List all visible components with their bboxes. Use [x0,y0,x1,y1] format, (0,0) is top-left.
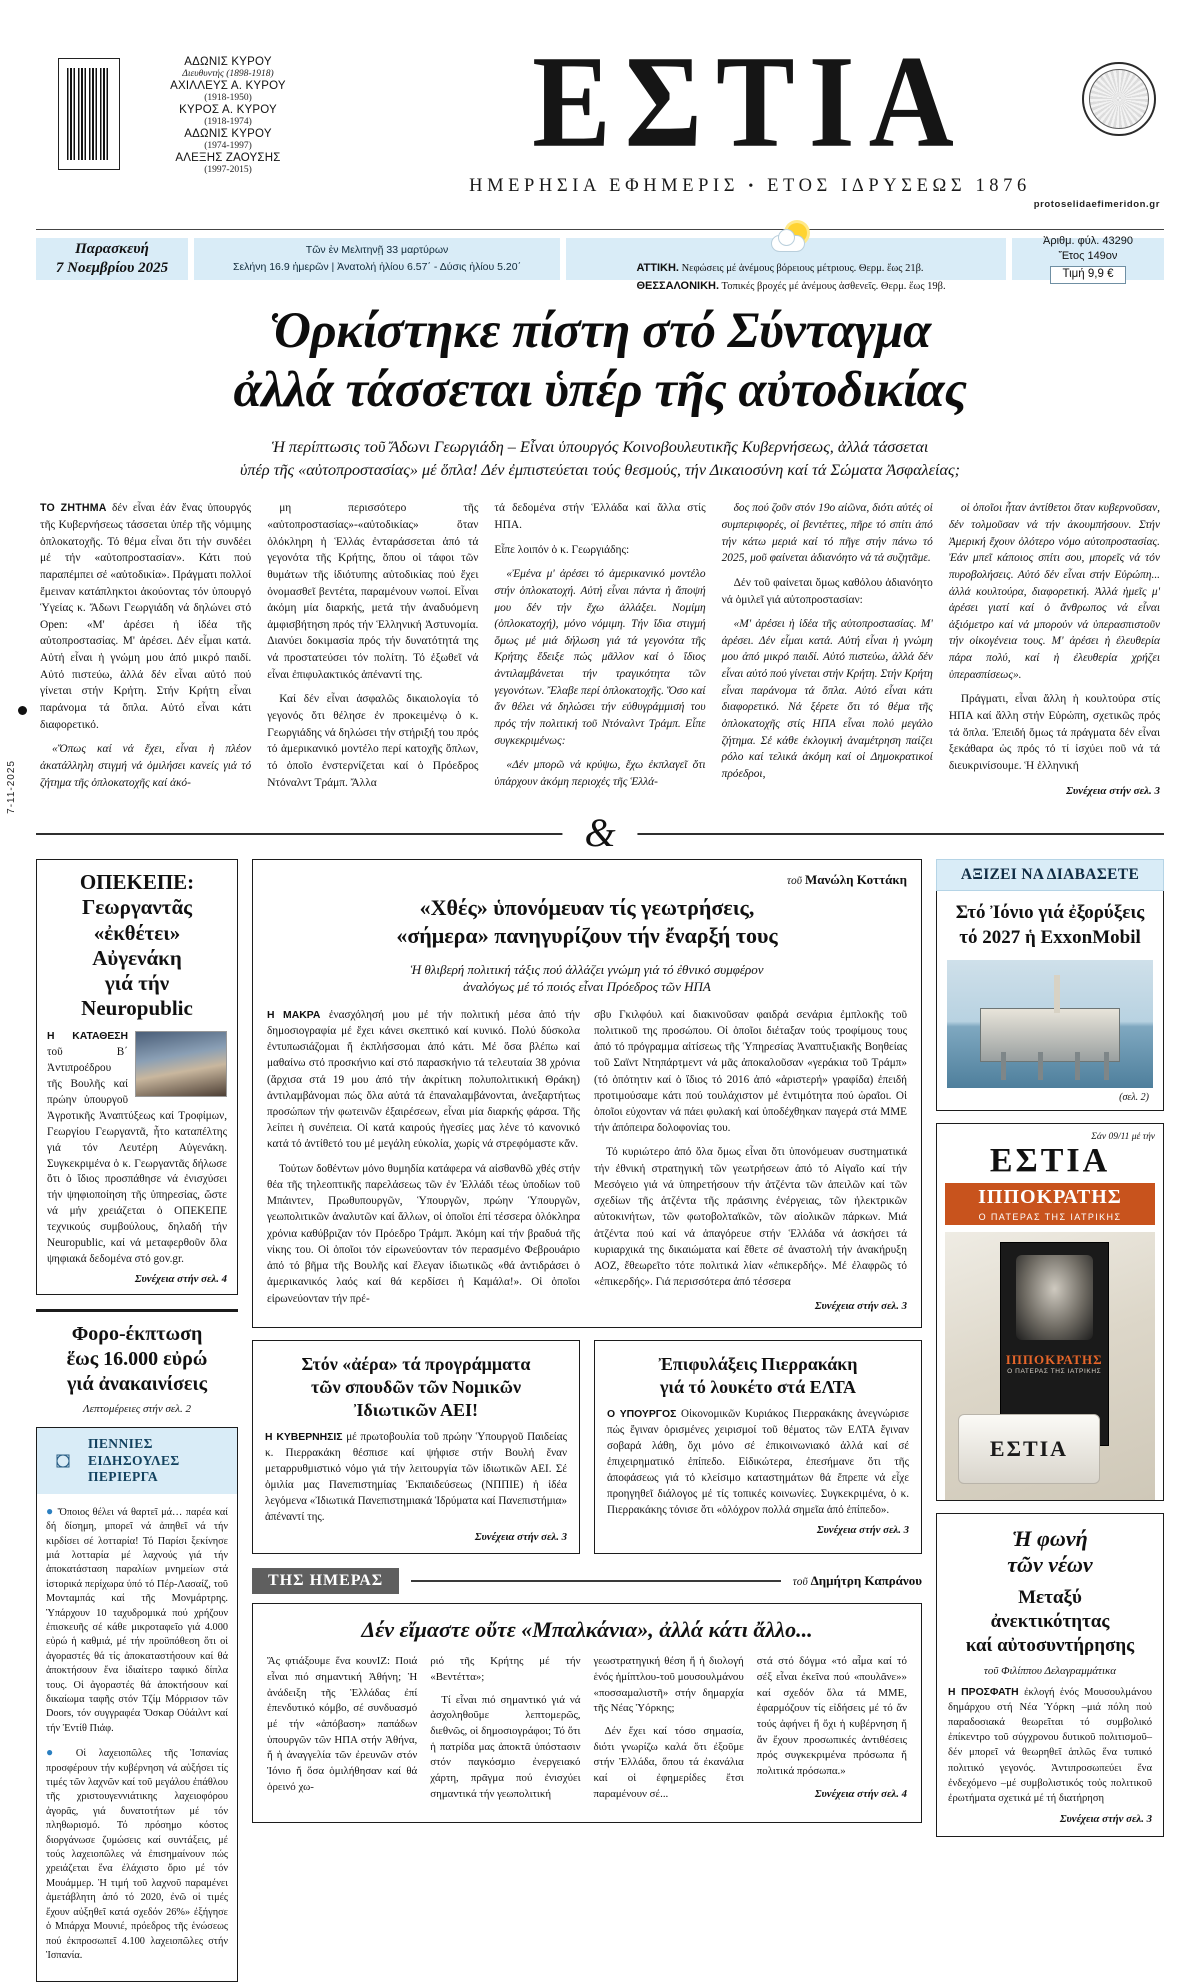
rolled-newspaper-logo: ΕΣΤΙΑ [989,1435,1069,1461]
weather-block [566,238,1006,292]
lead-column-2 [267,500,478,799]
worth-reading-banner: ΑΞΙΖΕΙ ΝΑ ΔΙΑΒΑΣΕΤΕ [936,859,1164,891]
lead-body-columns [40,500,1160,799]
lead-column-3 [494,500,705,799]
book-subtitle-text: Ο ΠΑΤΕΡΑΣ ΤΗΣ ΙΑΤΡΙΚΗΣ [1007,1368,1102,1376]
lead-column-1 [40,500,251,799]
kottakis-sub-line-2: ἀναλόγως μέ τό ποιός εἶναι Πρόεδρος τῶν ΗΠΑ [463,979,711,995]
kottakis-column-1 [267,1007,580,1315]
lead-para: δος πού ζοῦν στόν 19ο αἰῶνα, διότι αὐτές οἱ συμπεριφορές, οἱ βεντέττες, πῆρε τό σπίτι ἀπό τήν κάτω μεριά καί τό πῆγε στήν πάνω τό 2025, μοῦ φαίνεται ἀδιανόητο νά τά συζητᾶμε. [721,502,933,565]
saints-moon-block [194,238,560,280]
sun-cloud-icon [771,222,811,252]
kottakis-column-2 [594,1007,907,1315]
kottakis-para: ἐνασχόλησή μου μέ τήν πολιτική μέσα ἀπό τήν δημοσιογραφία μέ ἔχει κάνει σκεπτικό καί κυνικό. Πολύ δύσκολα ἐντυπωσιάζομαι ἤ ἐκπλήσσομαι ἀπό κάτι. Μέ ὅσα βλέπω καί μαθαίνω στό προσκήνιο καί στό παρασκήνιο τά τελευταία 38 χρόνια (ἄρχισα στά 19 μου ἀπό τήν ἀκρίτικη πολυπολιτικική Θράκη) ἀντιλαμβάνομαι πώς ὅλα αὐτά τά ἐπαναλαμβάνονται, ἀνεξαρτήτως προσώπων τήν φωτεινῶν ἐξαιρέσεων, εἶναι μία διαρκής φάρσα. Τῆς λείπει ἡ συνέπεια. Οἱ κατά καιρούς ἡγεσίες μας λένε τό κανονικό κατά τό ἀντίθετό του μέ μεγάλη εὐκολία, χωρίς νά στρεφόμαστε κἄν. [267,1008,580,1151]
law-title-line-2: τῶν σπουδῶν τῶν Νομικῶν [310,1376,521,1397]
lead-para: μη περισσότερο τῆς «αὐτοπροστασίας»-«αὐτοδικίας» ὅταν ὁλόκληρη ἡ Ἑλλάς ἐνταράσσεται ἀπό τά γεγονότα τῆς Κρήτης, ὅπου οἱ τάφοι τῶν θυμάτων τῆς ἰδιότυπης αὐτοδικίας πού ἔχει ὀνομασθεῖ βεντέτα, παραμένουν νωποί. Εἶναι ἀκόμη μία διαρκής, μετά τήν ἀναδυόμενη ἀμφισβήτηση πρός τήν Ἑλληνική Ἀστυνομία. Διανύει δοκιμασία πρός τήν δυνατότητά της νά προστατεύσει τόν πολίτη. Τό ἐξωθεῖ νά εἶναι ἐπιφυλακτικός ἀπέναντί της. [267,502,479,681]
kottakis-para: Τούτων δοθέντων μόνο θυμηδία κατάφερα νά αἰσθανθῶ χθές στήν θέα τῆς τηλεοπτικῆς παρελάσεως τῶν ἐν Ἑλλάδι τέως ὑποδίων τοῦ Μπάιντεν, Πρωθυπουργῶν, Ὑπουργῶν, πρώην Ὑπουργῶν, γεωπολιτικῶν ἀναλυτῶν καί ἄλλων, οἱ ὁποῖοι ἐπί τέσσερα ὁλόκληρα χρόνια καθύβριζαν τόν Πρόεδρο Τράμπ. Ἀκόμη καί τήν βραδυά τῆς νίκης του. Οἱ ὁποῖοι τόν εἰρωνεύονταν τόν περασμένο Φεβρουάριο ἀπό τό βῆμα τῆς Βουλῆς καί ἔλεγαν ἰδιωτικῶς «θά ἀντιδράσει ὁ ἀμερικανικός λαός καί θά κερδίσει ἡ Καμάλα!». Οἱ ὁποῖοι εἰρωνεύονταν τήν πρέ- [267,1162,580,1305]
kapranos-article[interactable] [252,1603,922,1823]
lead-para: τά δεδομένα στήν Ἑλλάδα καί ἄλλα στίς ΗΠΑ. [494,502,706,531]
pennies-title-line-1: ΠΕΝΝΙΕΣ [88,1436,153,1452]
byline-prefix: τοῦ [786,875,803,888]
kottakis-title-line-1: «Χθές» ὑπονόμευαν τίς γεωτρήσεις, [419,895,755,921]
elta-title [607,1353,909,1399]
youth-voice-article[interactable] [936,1513,1164,1837]
founder-years: Διευθυντής (1898-1918) [182,69,274,80]
ad-product-photo [945,1232,1155,1500]
kapranos-para: γεωστρατηγική θέση ἤ ἡ διολογή ἑνός ἡμίπτλου-τοῦ μουσουλμάνου «ποσσαμαλιστῆ» στήν δημαρχία τῆς Νέας Ὑόρκης; [593,1655,744,1715]
lead-para: Πράγματι, εἶναι ἄλλη ἡ κουλτούρα στίς ΗΠΑ καί ἄλλη στήν Εὐρώπη, σχετικῶς πρός τά ὅπλα. Ἐπειδή ὅμως τά πράγματα δέν εἶναι ξεκάθαρα ὡς πρός τό τί ἰσχύει ποῦ νά τά διευκρινίσουμε. Ἡ ἑλληνική [948,693,1161,772]
tax-details-link[interactable]: Λεπτομέρειες στήν σελ. 2 [83,1403,191,1416]
law-text: μέ πρωτοβουλία τοῦ πρώην Ὑπουργοῦ Παιδείας κ. Πιερρακάκη θέσπισε καί ψήφισε στήν Βουλή ἕναν μεταρρυθμιστικό νόμο γιά τήν λειτουργία τῶν ἰδιωτικῶν ΑΕΙ. Σέ ὁμιλία μας Πανεπιστημίας Ἐκπαιδεύσεως (ΝΠΠΙΕ) ἡ ἰδέα λεγόμενα «Ἰδιωτικά Πανεπιστημιακά Ἱδρύματα καί Πανεπιστήμια» ἀπέναντί της. [265,1430,567,1523]
day-tag: ΤΗΣ ΗΜΕΡΑΣ [252,1568,399,1594]
pennies-body [37,1494,237,1982]
masthead-divider [36,229,1164,230]
right-column [936,859,1164,1982]
tax-title-line-2: ἕως 16.000 εὐρώ [66,1347,208,1370]
price-badge: Τιμή 9,9 € [1050,266,1127,284]
section-divider [36,810,1164,856]
website-url[interactable]: protoselidaefimeridon.gr [1033,199,1160,210]
founder-name: ΑΧΙΛΛΕΥΣ Α. ΚΥΡΟΥ [170,79,286,92]
headline-line-2: ἀλλά τάσσεται ὑπέρ τῆς αὐτοδικίας [233,362,967,419]
flower-ornament-icon [46,1444,80,1478]
left-divider [36,1309,238,1312]
tax-title-line-1: Φορο-έκπτωση [71,1322,203,1345]
kottakis-subtitle [271,961,903,996]
elta-title-line-1: Ἐπιφυλάξεις Πιερρακάκη [658,1353,858,1374]
tagline-left: ΗΜΕΡΗΣΙΑ ΕΦΗΜΕΡΙΣ [469,176,740,196]
pennies-title-line-3: ΠΕΡΙΕΡΓΑ [88,1469,159,1485]
opekepe-title-line-4: γιά τήν Neuropublic [81,970,193,1021]
tax-title-line-3: γιά ἀνακαινίσεις [66,1372,208,1395]
lead-story [60,302,1140,482]
continuation-link[interactable]: Συνέχεια στήν σελ. 4 [814,1787,907,1800]
voice-body [948,1685,1152,1806]
lead-headline [60,302,1140,420]
voice-text: ἐκλογή ἑνός Μουσουλμάνου δημάρχου στή Νέα Ὑόρκη –μιά πόλη ποὐ παραδοσιακά θεωρεῖται τό συμβολικό ἐπίκεντρο τοῦ σύγχρονου δυτικοῦ πολιτισμοῦ– δέν μπορεῖ νά θεωρηθεῖ ἁπλῶς ἕνα τυπικό πολιτικό γεγονός. Ἀντιπροσωπεύει ἕνα ἐνδεχόμενο –μέ συμβολιστικός τοὐς πολιτικοῦ ἐρωτήματα σχετικά μέ τή διατήρηση [948,1686,1152,1804]
elta-title-line-2: γιά τό λουκέτο στά ΕΛΤΑ [659,1376,857,1397]
book-title-text: ΙΠΠΟΚΡΑΤΗΣ [1005,1352,1103,1368]
lead-para: οἱ ὁποῖοι ἦταν ἀντίθετοι ὅταν κυβερνοῦσαν, δέν τολμοῦσαν νά τήν ἀκουμπήσουν. Στήν Ἀμερική ἔχουν ὁλότερο νόμο αὐτοπροστασίας. Ἐάν μπεῖ κάποιος σπίτι σου, μπορεῖς νά τόν πυροβολήσεις. Αὐτό δέν εἶναι στήν Εὐρώπη... ἀλλά κουλτούρα, διαφορετική. Ἀλλά ἡμεῖς μ' ἀρέσει γιατί καί ὁ ἄνθρωπος νά εἶναι ἀξιόμετρο καί νά μπορούν νά ὑπερασπιστοῦν τήν οἰκογένεια τους. Μ' ἀρέσει ἡ ἐλευθερία πάρα πολύ, καί ἡ ἐλευθερία χρήζει ὑπερασπίσεως». [948,502,1161,681]
opekepe-body [47,1029,227,1268]
main-content-grid [36,859,1164,1982]
founder-years: (1974-1997) [204,140,252,151]
pennies-title [88,1436,180,1485]
law-title-line-1: Στόν «ἀέρα» τά προγράμματα [301,1353,531,1374]
kapranos-column-4 [757,1654,907,1809]
masthead [18,0,1182,197]
exxonmobil-article[interactable] [936,891,1164,1110]
opekepe-article[interactable] [36,859,238,1295]
opekepe-title [47,870,227,1021]
voice-title-line-5: καί αὐτοσυντήρησης [965,1634,1135,1656]
voice-title-line-2: τῶν νέων [1007,1551,1093,1577]
kapranos-para: στά στό δόγμα «τό αἷμα καί τό σέξ εἶναι ἐκεῖνα πού «πουλᾶνε»» καί σχεδόν ὅλα τά ΜΜΕ, ἐφαρμόζουν τίς εἰδήσεις μέ τό ἄν τούς ἀφήνει ἤ ὄχι ἡ κυβέρνηση ἤ ἄν ἔχουν προσωπικές ἀντιθέσεις πρός συγκεκριμένα πρόσωπα ἤ πολιτικά πρόσωπα.» [756,1655,907,1778]
founder-years: (1918-1950) [204,93,252,104]
side-dot-icon [18,706,27,715]
lead-para: δέν εἶναι ἐάν ἕνας ὑπουργός τῆς Κυβερνήσεως τάσσεται ὑπέρ τῆς νόμιμης ὁπλοκατοχῆς. Τό θέμα εἶναι ὅτι τήν συνδέει μέ τήν «αὐτοπροστασίαν». Κάτι πού παραπέμπει σέ «αὐτοδικία». Πράγματι πολλοί ἔμειναν κατάπληκτοι ἀκούοντας τόν ὑπουργό Ὑγείας κ. Ἄδωνι Γεωργιάδη νά δηλώνει στό Open: «Μ' ἀρέσει ἡ ἰδέα τῆς αὐτοπροστασίας. Μ' ἀρέσει. Δέν εἶμαι κατά. Αὐτή εἶναι ἡ γνώμη μου ἀπό μικρό παιδί. Αὐτό πιστεύω, ἀλλά δέν εἶναι αὐτό πού γίνεται στήν Κρήτη. Στήν Κρήτη εἶναι παράνομα τά ὅπλα. Αὐτό εἶναι κάτι διαφορετικό. [40,502,252,731]
opekepe-text: τοῦ Β΄ Ἀντιπροέδρου τῆς Βουλῆς καί πρώην ὑπουργοῦ Ἀγροτικῆς Ἀναπτύξεως καί Τροφίμων, Γεωργίου Γεωργαντᾶ, ἦτο καταπέλτης γιά τόν Λευτέρη Αὐγενάκη. Συγκεκριμένα ὁ κ. Γεωργαντᾶς δήλωσε ὅτι ὁ ἴδιος προσπάθησε νά ἐνισχύσει τήν ψηφιοποίηση τῆς ὑπηρεσίας, ὥστε νά μήν χρειάζεται ὁ ΟΠΕΚΕΠΕ τεχνικούς συμβούλους, δηλαδή τήν Neuropublic, καί νά μεταφερθοῦν ὅλα ψηφιακά δεδομένα στό gov.gr. [47,1046,227,1266]
continuation-link[interactable]: Συνέχεια στήν σελ. 3 [816,1523,909,1536]
kapranos-para: Ἄς φτιάξουμε ἕνα κουνΙΖ: Ποιά εἶναι πιό σημαντική Ἀθήνη; Ἡ ἀνάδειξη τῆς Ἑλλάδας ἐπί ἐπενδυτικό κόμβο, σέ συνδυασμό μέ τήν «ἀπόβαση» παπάδων ὑπουργῶν τῶν ΗΠΑ στήν Ἀθήνα, ἤ ἡ ἀναγγελία τῶν ἐρευνῶν στόν Ἰόνιο ἤ ὅσα ὁμιλήθησαν καί θά ὁρεινό χω- [267,1655,418,1793]
kottakis-sub-line-1: Ἡ θλιβερή πολιτική τάξις πού ἀλλάζει γνώμη γιά τό ἐθνικό συμφέρον [410,961,764,977]
continuation-link[interactable]: Συνέχεια στήν σελ. 3 [1059,1812,1152,1825]
law-schools-article[interactable] [252,1340,580,1554]
issue-number: Ἀριθμ. φύλ. 43290 [1043,235,1133,248]
founder-name: ΑΔΩΝΙΣ ΚΥΡΟΥ [184,127,272,140]
emblem-seal-icon [1082,62,1156,136]
ad-estia-logo: ΕΣΤΙΑ [989,1141,1111,1179]
law-title-line-3: Ἰδιωτικῶν ΑΕΙ! [353,1399,479,1420]
kottakis-para: σβυ Γκιλφόυλ καί διακινοῦσαν φαιδρά σενάρια ἐμπλοκῆς τοῦ πολιτικοῦ της προσώπου. Οἱ ὁποῖοι διέταξαν τούς τροφίμους τους ἀπό τό πρόγραμμα αἰτίσεως τῆς Ὑπηρεσίας Ἀναπτυξιακῆς Βοηθείας τοῦ Σαϊντ Ντηπάρτμεντ νά μᾶς ἀποκαλοῦσαν «γεράκια τοῦ Τράμπ» (τό ὁπότητιν καί ὁ ἴδιος τό 2016 ἀπό «ἀριστερή» γραφίδα) ἐπειδή προτιμούσαμε κάτι πού τουλάχιστον μέ ἐντιμότητα πού ὡραῖοι. Οἱ ὁποῖοι εὐχονταν νά πάει φυλακή καί ὑποδέχθηκαν παγερά στά ΜΜΕ τήν ἀπόπειρα δολοφονίας του. [594,1008,907,1135]
weather-city-attiki: ΑΤΤΙΚΗ. [636,262,679,275]
weather-thess-desc: Τοπικές βροχές μέ ἀνέμους ἀσθενεῖς. Θερμ. ἕως 19β. [719,281,946,292]
elta-body [607,1407,909,1519]
byline-author[interactable]: Μανώλη Κοττάκη [804,872,907,888]
voice-title-line-3: Μεταξύ [1018,1587,1082,1609]
pennies-title-line-2: ΕΙΔΗΣΟΥΛΕΣ [88,1452,180,1468]
kottakis-byline [267,872,907,888]
byline-author[interactable]: Δημήτρη Καπράνου [810,1572,922,1588]
left-column [36,859,238,1982]
kottakis-kicker: Η ΜΑΚΡΑ [267,1009,321,1021]
founder-name: ΑΛΕΞΗΣ ΖΑΟΥΣΗΣ [175,151,281,164]
kapranos-columns [267,1654,907,1809]
lead-para: Δέν τοῦ φαίνεται ὅμως καθόλου ἀδιανόητο νά ὁμιλεῖ γιά αὐτοπροστασίαν: [721,576,933,606]
voice-kicker: Η ΠΡΟΣΦΑΤΗ [948,1686,1019,1698]
kapranos-column-3 [594,1654,744,1809]
lead-para: Καί δέν εἶναι ἀσφαλῶς δικαιολογία τό γεγονός ὅτι θέλησε ἐν προκειμένῳ ὁ κ. Γεωργιάδης νά δηλώσει τήν στήριξή του πρός τό ἀμερικανικό μοντέλο περί κατοχῆς ὅπλων, τό ὁποῖο ἐνστερνίζεται καί ὁ Πρόεδρος Ντόναλντ Τράμπ. Ἄλλα [267,693,479,789]
lead-column-5 [949,500,1160,799]
founder-years: (1997-2015) [204,164,252,175]
headline-line-1: Ὁρκίστηκε πίστη στό Σύνταγμα [269,303,931,359]
lead-deck [90,436,1110,482]
continuation-link[interactable]: Συνέχεια στήν σελ. 3 [1066,784,1161,797]
voice-title-top [948,1526,1152,1579]
deck-line-2: ὑπέρ τῆς «αὐτοπροστασίας» μέ ὅπλα! Δέν ἐμπιστεύεται τούς θεσμούς, τήν Δικαιοσύνη καί τά Σώματα Ἀσφαλείας; [240,461,960,480]
law-schools-body [265,1430,567,1526]
lead-para: «Μ' ἀρέσει ἡ ἰδέα τῆς αὐτοπροστασίας. Μ' ἀρέσει. Δέν εἶμαι κατά. Αὐτή εἶναι ἡ γνώμη μου ἀπό μικρό παιδί. Αὐτό πιστεύω, ἀλλά δέν εἶναι αὐτό πού γίνεται στήν Κρήτη. Στήν Κρήτη εἶναι παράνομα τά ὅπλα. Αὐτό εἶναι κάτι διαφορετικό. Νά ξέρετε ὅτι τό θέμα τῆς ὁπλοκατοχῆς στίς ΗΠΑ εἶναι πολύ μεγάλο ζήτημα. Σέ κάθε ἐκλογική ἀναμέτρηση παίζει ρόλο καί τελικά ἀκόμη καί οἱ Δημοκρατικοί πρόεδροι, [721,618,933,780]
voice-byline[interactable]: τοῦ Φιλίππου Δελαγραμμάτικα [983,1664,1117,1677]
pennies-section [36,1427,238,1982]
kottakis-para: Τό κυριώτερο ἀπό ὅλα ὅμως εἶναι ὅτι ὑπονόμευαν συστηματικά τήν ἐθνική στρατηγική τῶν γεωτρήσεων ἀπό τό Αἰγαῖο καί τήν Μεσόγειο γιά νά ὑπηρετήσουν τήν ἀτζέντα τῶν ἀπειλῶν καί τῶν σχεδίων τῆς ἀτζέντα τῆς πράσινης ἐνέργειας, τῶν ἠλεκτρικῶν αὐτοκινήτων, τῶν φωτοβολταϊκῶν, τῶν αἰολικῶν πάρκων. Μιά ἀτζέντα πού καί νά ἀπαγόρευε στήν Ἑλλάδα νά ἀσκήσει τά κυριαρχικά της δικαιώματα καί ἔθετε σέ ἀναστολή τήν ἀνακήρυξη ΑΟΖ, ἔθεωρεῖτο τότε πολιτικά λίαν «ἐπικερδής». Μέ ἐλαφρῶς τό «ἐπικερδής». Γιά περισσότερα ἀπό τέσσερα [594,1146,907,1289]
ampersand-ornament: & [562,809,637,856]
byline-prefix: τοῦ [792,1575,808,1588]
pennies-item-text: Ὅποιος θέλει νά θαρτεῖ μά… παρέα καί δή δίσημη, μπορεῖ νά ἀπηθεῖ νά τήν κιρδίσει σέ λοτταρία! Τό Παρίσι ξεκίνησε μιά λοτταρία μέ λαχνούς γιά τήν ἀποκατάσταση παραλίων μνημείων στά ἱστορικά περίχωρα ὑπό τό Πέρ-Λασαίζ, τοῦ Μονταμπάς καί τῆς Μονμάρτρης. Ὑπάρχουν 10 ταχυδρομικά πού χρήζουν ἐπισκευῆς σέ κάθε μικροταφεῖο γιά 4.000 εὐρώ ἡ καθμιά, μέ τήν προϋπόθεση ὅτι οἱ ἀγοραστές θά τίς ἀποκαταστήσουν καί θά ἀποκτήσουν ἕνα ἰδιαίτερο ταφικό δίπλα τους. Οἱ ἀγοραστές θά ἀποκτήσουν καί δικαίωμα ταφῆς στόν Τζίμ Μόρρισον τῶν Doors, τόν συγγραφέα Ὄσκαρ Οὐάιλντ καί τήν Ἐντίθ Πιάφ. [46,1506,228,1734]
kapranos-byline [793,1573,922,1589]
oil-rig-photo [947,960,1153,1088]
publication-year: Ἔτος 149ον [1058,250,1118,263]
tax-title [36,1322,238,1396]
pennies-item-text: Οἱ λαχειοπῶλες τῆς Ἱσπανίας προσφέρουν τήν κυβέρνηση νά αὐξήσει τίς τιμές τῶν λαχνῶν καί τοῦ μεγάλου ἐπάθλου τῆς χριστουγεννιάτικης λαχειοφόρου ἀγορᾶς, γιά δυνατοτήτων μέ τόν πληθωρισμό. Τό πρόσημο κόστος διοργάνωσε ζυμώσεις καί συντάξεις, μέ τούς λαχειοπῶλες νά ἐπισημαίνουν πώς χρειάζεται ἕνα ἐλάχιστο ὅριο μέ τόν Μουάμμερ. Ἡ τιμή τοῦ λαχνοῦ παραμένει ἀμετάβλητη ἀπό τό 2020, ἐνῶ οἱ τιμές ἔχουν αὐξηθεῖ κατά σχεδόν 26%» ἐξήγησε ὁ Μπάρχα Μουνιέ, πρόεδρος τῆς ἑνώσεως πού ἐκπροσωπεῖ 4.100 λαχειοπῶλες στήν Ἱσπανία. [46,1748,229,1961]
weather-attiki-desc: Νεφώσεις μέ ἀνέμους βόρειους μέτριους. Θερμ. ἕως 21β. [678,263,924,275]
kapranos-column-2 [430,1654,580,1809]
elta-kicker: Ο ΥΠΟΥΡΓΟΣ [607,1408,677,1420]
moon-sun-times: Σελήνη 16.9 ἡμερῶν | Ἀνατολή ἡλίου 6.57΄ - Δύσις ἡλίου 5.20΄ [232,261,522,273]
kottakis-article[interactable] [252,859,922,1328]
founder-name: ΑΔΩΝΙΣ ΚΥΡΟΥ [184,56,272,68]
kottakis-title [267,894,907,950]
side-date-stamp: 7-11-2025 [6,760,17,814]
tagline [336,176,1164,197]
bullet-icon: ● [46,1745,64,1760]
opekepe-title-line-3: «ἐκθέτει» Αὐγενάκη [92,920,182,970]
bullet-icon: ● [46,1503,55,1518]
elta-text: Οἰκονομικῶν Κυριάκος Πιερρακάκης ἀνεγνώρισε πώς ἔγιναν ὁρισμένες χειρισμοί τοῦ θέματος τῶν ΕΛΤΑ ἔγιναν σοβαρά λάθη, ὄχι μόνο σέ ἐπικοινωνιακό ἀλλά καί σέ ἐπιχειρηματικό ἐπίπεδο. Εἰδικώτερα, ἐπεσήμανε ὅτι τῆς ἀποφάσεως γιά τό κλείσιμο καταστημάτων θά ἔπρεπε νά εἶχε προηγηθεῖ διάλογος μέ τίς τοπικές κοινωνίες. Συγκεκριμένα, ὁ κ. Πιερρακάκης τόνισε ὅτι «ὁλόχρον πολλά σημεῖα ἀπό ἐπίπεδο». [607,1407,909,1516]
continuation-link[interactable]: Συνέχεια στήν σελ. 4 [134,1272,227,1285]
law-kicker: Η ΚΥΒΕΡΝΗΣΙΣ [265,1431,343,1443]
voice-title-line-4: ἀνεκτικότητας [990,1611,1110,1633]
tax-article[interactable] [36,1322,238,1415]
weather-city-thessaloniki: ΘΕΣΣΑΛΟΝΙΚΗ. [636,280,720,292]
kottakis-title-line-2: «σήμερα» πανηγυρίζουν τήν ἔναρξή τους [396,923,778,949]
exxon-title-line-1: Στό Ἰόνιο γιά ἐξορύξεις [955,902,1145,924]
lead-para: «Ἐμένα μ' ἀρέσει τό ἀμερικανικό μοντέλο στήν ὁπλοκατοχή. Αὐτή εἶναι πάντα ἡ ἄποψή μου δέν τήν ἔχω ἀλλάξει. Νομίμη (ὁπλοκατοχή), μόνο νόμιμη. Τήν ἴδια στιγμή ὅμως μέ μιά δήλωση γιά τά γεγονότα τῆς Κρήτης ἔδειξε πώς μᾶλλον καί ὁ ἴδιος ἀντιλαμβάνεται τήν τραγικότητα τῶν γεγονότων. Ἔλαβε περί ὁπλοκατοχῆς. Ὅσο καί ἄν θέλει νά δηλώσει τήν εὐθυγράμμισή του πρός τήν πολιτική τοῦ Ντόναλντ Τράμπ. Εἶπε συγκεκριμένως: [494,568,706,747]
lead-para: Εἶπε λοιπόν ὁ κ. Γεωργιάδης: [494,543,630,556]
founder-years: (1918-1974) [204,116,252,127]
pennies-header [37,1428,237,1493]
opekepe-title-line-2: Γεωργαντᾶς [81,895,193,920]
exxon-page-ref[interactable]: (σελ. 2) [1119,1091,1149,1103]
logo-block [336,28,1164,197]
voice-title-line-1: Ἡ φωνή [1012,1525,1088,1551]
lead-para: «Ὅπως καί νά ἔχει, εἶναι ἡ πλέον ἀκατάλληλη στιγμή νά ὁμιλήσει κανείς γιά τό ζήτημα τῆς ὁπλοκατοχῆς καί ἀκό- [40,743,252,789]
voice-title-main [948,1586,1152,1657]
saints-of-day: Τῶν ἐν Μελιτηνῇ 33 μαρτύρων [305,244,449,257]
kapranos-title: Δέν εἴμαστε οὔτε «Μπαλκάνια», ἀλλά κάτι ἄλλο... [361,1616,813,1642]
date: 7 Νοεμβρίου 2025 [55,260,169,276]
ad-banner-subtitle: Ο ΠΑΤΕΡΑΣ ΤΗΣ ΙΑΤΡΙΚΗΣ [945,1212,1155,1225]
kapranos-para: Δέν ἔχει καί τόσο σημασία, διότι γνωρίζω καλά ὅτι ἐξοῦμε στήν Ἑλλάδα, ὅπου τά ἐκανάλια καί οἱ ἐφημερίδες ἔτσι παραμένουν σέ... [593,1725,744,1800]
issue-block [1012,235,1164,281]
opekepe-title-line-1: ΟΠΕΚΕΠΕ: [79,870,195,895]
kapranos-para: Τί εἶναι πιό σημαντικό γιά νά ἀσχοληθοῦμε λεπτομερῶς, διεθνῶς, οἱ δημοσιογράφοι; Τό ὅτι ἡ πατρίδα μας ἀποκτᾶ ὑπόστασιν στόν παγκόσμιο ἐνεργειακό χάρτη, πρᾶγμα πού ἐνισχύει σημαντικά τήν γεωπολιτική [430,1693,581,1800]
exxon-title-line-2: τό 2027 ἡ ExxonMobil [959,926,1141,948]
deck-line-1: Ἡ περίπτωσις τοῦ Ἄδωνι Γεωργιάδη – Εἶναι ὑπουργός Κοινοβουλευτικῆς Κυβερνήσεως, ἀλλά τάσσεται [271,438,929,457]
lead-para: «Δέν μπορῶ νά κρύψω, ἔχω ἐκπλαγεῖ ὅτι ὑπάρχουν ἀκόμη περιοχές τῆς Ἑλλά- [494,759,706,788]
weather-text [636,260,945,296]
date-weather-bar [36,235,1164,292]
newspaper-logo: ΕΣΤΙΑ [532,28,968,175]
founders-list [120,56,336,176]
date-block [36,238,188,280]
tagline-right: ΕΤΟΣ ΙΔΡΥΣΕΩΣ 1876 [767,176,1031,196]
elta-article[interactable] [594,1340,922,1554]
bullet-icon: • [748,178,758,194]
rolled-newspaper [958,1414,1101,1484]
pennies-item [46,1744,228,1963]
law-schools-title [265,1353,567,1422]
lead-column-4 [722,500,933,799]
kapranos-column-1 [267,1654,417,1809]
kottakis-columns [267,1007,907,1315]
exxon-title [947,901,1153,950]
founder-name: ΚΥΡΟΣ Α. ΚΥΡΟΥ [179,103,277,116]
kapranos-para: ριό τῆς Κρήτης μέ τήν «Βεντέττα»; [430,1655,581,1683]
pennies-item [46,1503,228,1737]
middle-column [252,859,922,1982]
barcode [58,58,120,170]
opekepe-photo [135,1031,227,1097]
lead-kicker: ΤΟ ΖΗΤΗΜΑ [40,502,107,515]
ad-banner-title: ΙΠΠΟΚΡΑΤΗΣ [945,1183,1155,1212]
estia-book-ad[interactable] [936,1123,1164,1501]
ad-top-note: Σάν 09/11 μέ τήν [1091,1131,1155,1142]
continuation-link[interactable]: Συνέχεια στήν σελ. 3 [474,1530,567,1543]
day-section-header [252,1568,922,1594]
secondary-articles [252,1340,922,1554]
continuation-link[interactable]: Συνέχεια στήν σελ. 3 [814,1299,907,1312]
hippocrates-bust-image [1016,1255,1093,1340]
opekepe-kicker: Η ΚΑΤΑΘΕΣΗ [47,1031,128,1043]
weekday: Παρασκευή [75,241,149,258]
